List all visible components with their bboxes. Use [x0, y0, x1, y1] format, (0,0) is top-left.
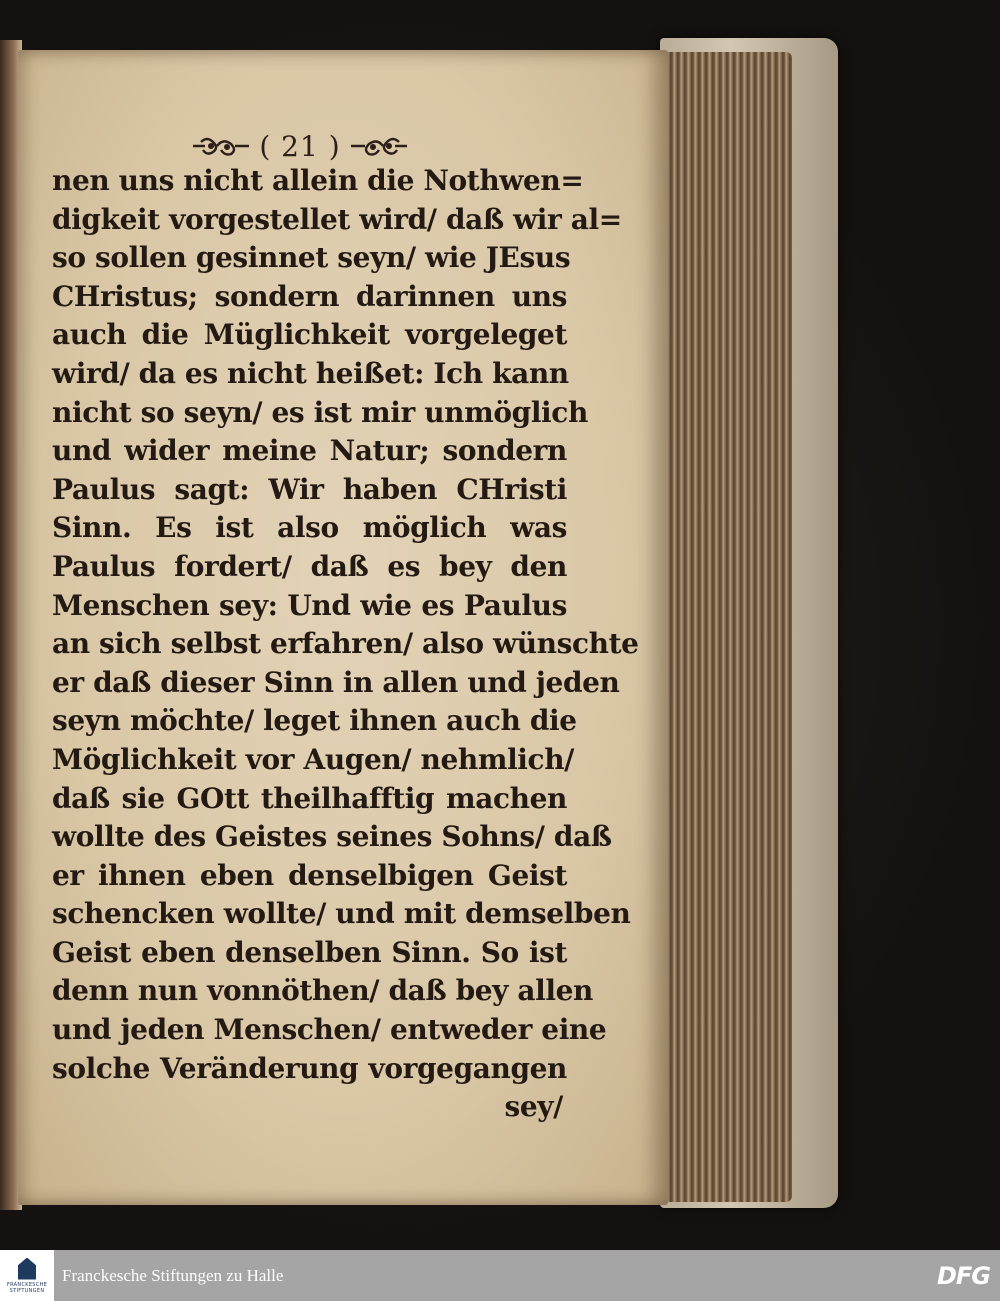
page-header	[185, 128, 415, 164]
institution-logo[interactable]	[0, 1250, 54, 1301]
building-icon	[18, 1258, 36, 1280]
text-line: Paulus sagt: Wir haben CHristi	[52, 472, 567, 506]
text-line: denn nun vonnöthen/ daß bey allen	[52, 974, 593, 1008]
text-line: seyn möchte/ leget ihnen auch die	[52, 704, 577, 738]
text-line: Geist eben denselben Sinn. So ist	[52, 935, 567, 969]
page-edges	[664, 52, 792, 1202]
right-ornament-icon	[349, 134, 409, 158]
text-line: Sinn. Es ist also möglich was	[52, 511, 567, 545]
text-line: so sollen gesinnet seyn/ wie JEsus	[52, 241, 571, 275]
logo-text: FRANCKESCHE STIFTUNGEN	[6, 1281, 48, 1294]
left-ornament-icon	[191, 134, 251, 158]
page-text	[52, 162, 639, 1127]
text-line: Menschen sey: Und wie es Paulus	[52, 588, 567, 622]
text-line: wollte des Geistes seines Sohns/ daß	[52, 820, 612, 854]
catchword: sey/	[504, 1090, 563, 1124]
page-number: ( 21 )	[259, 129, 341, 163]
viewer-footer	[0, 1250, 1000, 1301]
institution-name[interactable]: Franckesche Stiftungen zu Halle	[62, 1265, 284, 1285]
text-line: und jeden Menschen/ entweder eine	[52, 1013, 607, 1047]
text-line: nen uns nicht allein die Nothwen=	[52, 164, 584, 197]
text-line: auch die Müglichkeit vorgeleget	[52, 318, 567, 352]
text-line: digkeit vorgestellet wird/ daß wir al=	[52, 202, 622, 236]
text-line: Paulus fordert/ daß es bey den	[52, 549, 567, 583]
text-line: er daß dieser Sinn in allen und jeden	[52, 665, 620, 699]
text-line: CHristus; sondern darinnen uns	[52, 279, 567, 313]
text-line: Möglichkeit vor Augen/ nehmlich/	[52, 742, 574, 776]
text-line: er ihnen eben denselbigen Geist	[52, 858, 567, 892]
text-line: schencken wollte/ und mit demselben	[52, 897, 631, 931]
text-line: nicht so seyn/ es ist mir unmöglich	[52, 395, 588, 429]
text-line: wird/ da es nicht heißet: Ich kann	[52, 356, 569, 390]
text-line: daß sie GOtt theilhafftig machen	[52, 781, 567, 815]
text-line: solche Veränderung vorgegangen	[52, 1051, 567, 1085]
text-line: und wider meine Natur; sondern	[52, 434, 567, 468]
text-line: an sich selbst erfahren/ also wünschte	[52, 627, 639, 661]
dfg-logo[interactable]: DFG	[936, 1262, 990, 1290]
